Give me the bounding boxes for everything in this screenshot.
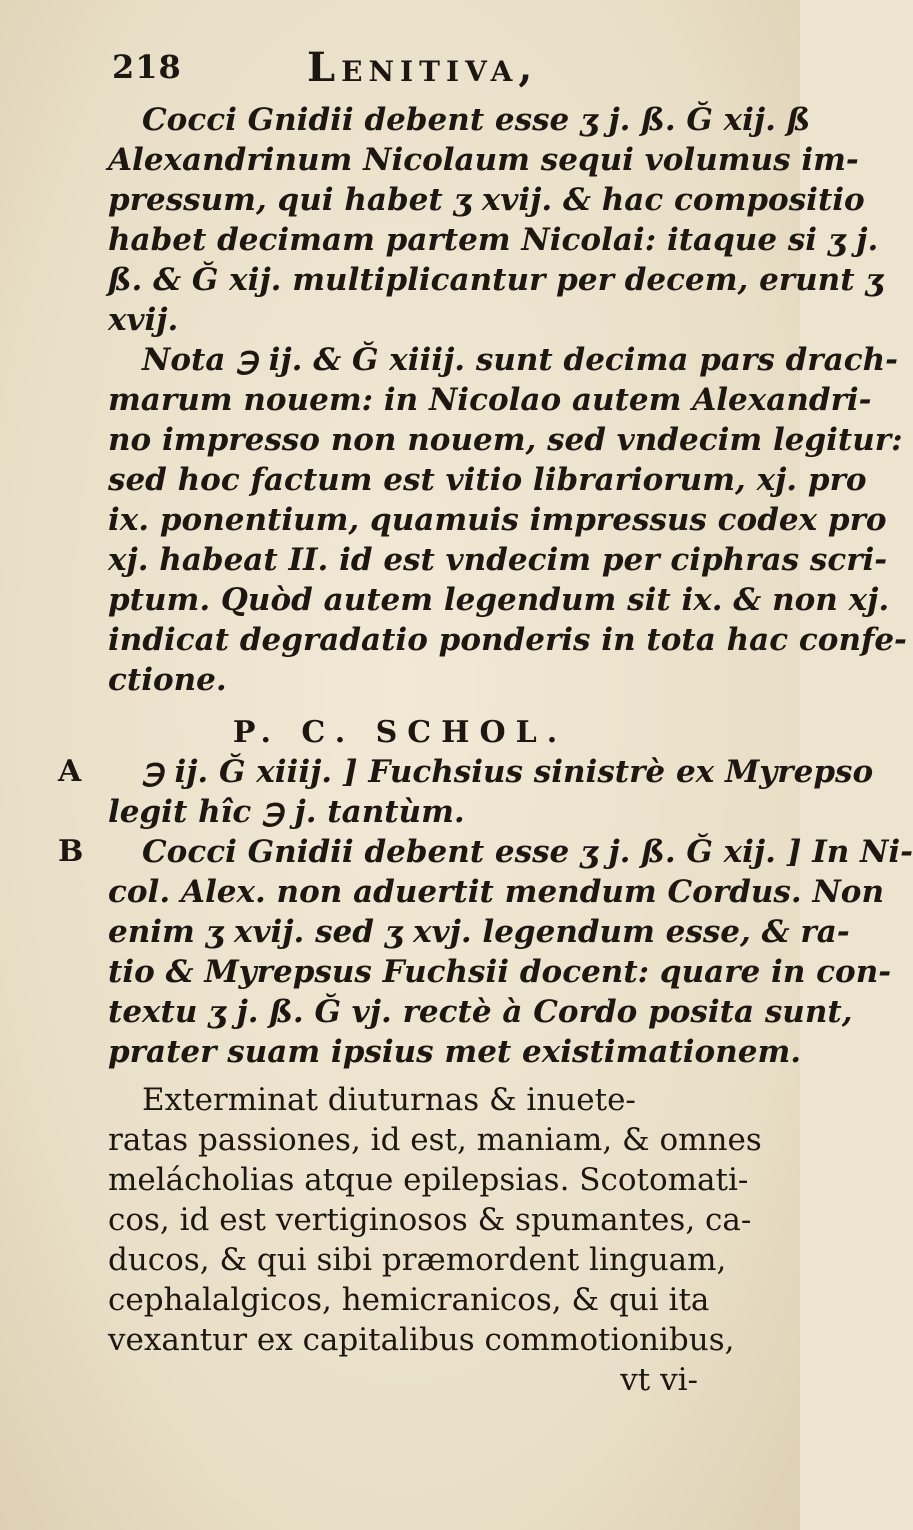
note-marker: B	[58, 834, 84, 869]
text-line: ß. & Ğ xij. multiplicantur per decem, erunt ʒ	[108, 262, 883, 298]
paragraph-exterminat	[108, 1080, 762, 1400]
text-line: ptum. Quòd autem legendum sit ix. & non xj.	[108, 582, 890, 618]
text-line: Alexandrinum Nicolaum sequi volumus im-	[108, 142, 859, 178]
scholion-notes	[58, 752, 913, 1072]
text-line: no impresso non nouem, sed vndecim legitur:	[108, 422, 903, 458]
note-b	[58, 832, 913, 1072]
text-line: ix. ponentium, quamuis impressus codex pro	[108, 502, 887, 538]
page-header	[112, 44, 712, 98]
text-line: prater suam ipsius met existimationem.	[108, 1034, 802, 1070]
text-line: cos, id est vertiginosos & spumantes, ca-	[108, 1202, 752, 1238]
text-line: ducos, & qui sibi præmordent linguam,	[108, 1242, 727, 1278]
text-line: xj. habeat II. id est vndecim per ciphras scri-	[108, 542, 888, 578]
text-line: indicat degradatio ponderis in tota hac confe-	[108, 622, 907, 658]
text-line: xvij.	[108, 302, 179, 338]
text-line: ℈ ij. Ğ xiiij. ] Fuchsius sinistrè ex Myrepso	[142, 754, 874, 790]
text-line: ctione.	[108, 662, 227, 698]
text-line: Exterminat diuturnas & inuete-	[142, 1082, 636, 1118]
text-line: cephalalgicos, hemicranicos, & qui ita	[108, 1282, 710, 1318]
text-line: sed hoc factum est vitio librariorum, xj. pro	[108, 462, 867, 498]
text-line: Cocci Gnidii debent esse ʒ j. ß. Ğ xij. ] In Ni-	[142, 834, 913, 870]
text-line: vexantur ex capitalibus commotionibus,	[108, 1322, 735, 1358]
paragraph-cocci	[108, 100, 883, 340]
text-line: melácholias atque epilepsias. Scotomati-	[108, 1162, 749, 1198]
text-line: habet decimam partem Nicolai: itaque si ʒ j.	[108, 222, 879, 258]
scholion-heading: P. C. SCHOL.	[232, 715, 568, 750]
text-line: pressum, qui habet ʒ xvij. & hac compositio	[108, 182, 865, 218]
note-a	[58, 752, 874, 832]
text-line: col. Alex. non aduertit mendum Cordus. Non	[108, 874, 884, 910]
text-line: textu ʒ j. ß. Ğ vj. rectè à Cordo posita sunt,	[108, 994, 853, 1030]
text-line: Nota ℈ ij. & Ğ xiiij. sunt decima pars drach-	[142, 342, 898, 378]
catchword: vt vi-	[620, 1362, 698, 1398]
paragraph-nota	[108, 340, 907, 700]
text-line: legit hîc ℈ j. tantùm.	[108, 794, 465, 830]
text-line: enim ʒ xvij. sed ʒ xvj. legendum esse, & ra-	[108, 914, 850, 950]
text-line: marum nouem: in Nicolao autem Alexandri-	[108, 382, 872, 418]
page-number: 218	[112, 48, 182, 86]
text-line: tio & Myrepsus Fuchsii docent: quare in con-	[108, 954, 892, 990]
note-marker: A	[58, 754, 82, 789]
text-line: ratas passiones, id est, maniam, & omnes	[108, 1122, 762, 1158]
running-head: Lenitiva,	[307, 44, 539, 91]
text-line: Cocci Gnidii debent esse ʒ j. ß. Ğ xij. ß	[142, 102, 811, 138]
